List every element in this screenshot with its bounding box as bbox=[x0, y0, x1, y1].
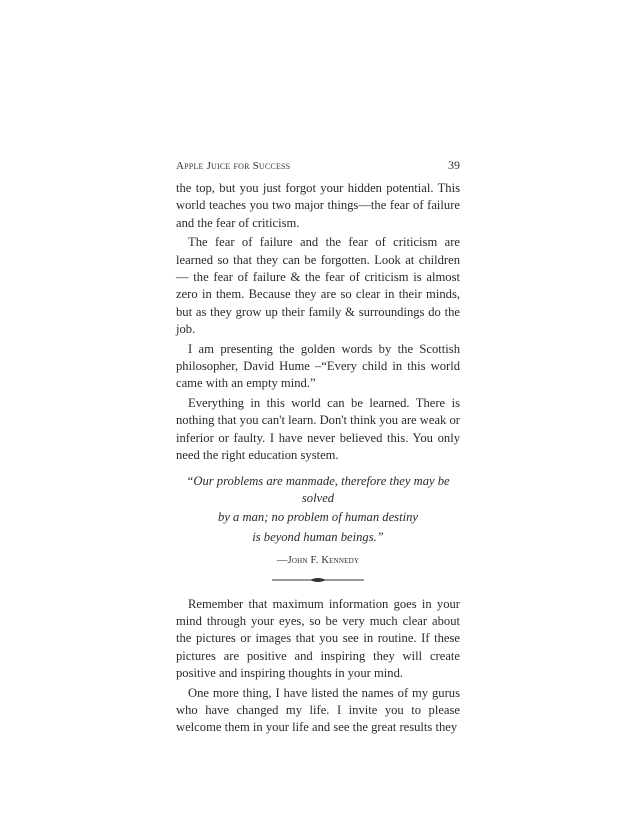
quote-line: is beyond human beings.” bbox=[252, 529, 384, 544]
quote-block bbox=[176, 473, 460, 584]
paragraph: Everything in this world can be learned. There is nothing that you can't learn. Don't think you are weak or inferior or faulty. I have never believed this. You only need the right education system. bbox=[176, 395, 460, 463]
quote-author: —John F. Kennedy bbox=[276, 555, 360, 567]
body-text bbox=[176, 180, 460, 739]
paragraph: The fear of failure and the fear of criticism are learned so that they can be forgotten. Look at children — the fear of failure & the fear of criticism is almost zero in them. Because they are so clear in their minds, but as they grow up their family & surroundings do the job. bbox=[176, 235, 460, 337]
running-title: Apple Juice for Success bbox=[176, 160, 291, 172]
page-header bbox=[176, 158, 460, 173]
quote-line: “Our problems are manmade, therefore they may be solved bbox=[186, 473, 450, 505]
page-number: 39 bbox=[448, 158, 460, 172]
paragraph: Remember that maximum information goes in your mind through your eyes, so be very much clear about the pictures or images that you see in routine. If these pictures are positive and inspiring they will create positive and inspiring thoughts in your mind. bbox=[176, 596, 460, 681]
paragraph: the top, but you just forgot your hidden potential. This world teaches you two major things—the fear of failure and the fear of criticism. bbox=[176, 181, 460, 230]
ornament-icon bbox=[270, 576, 366, 584]
quote-line: by a man; no problem of human destiny bbox=[218, 510, 418, 525]
paragraph: I am presenting the golden words by the Scottish philosopher, David Hume –“Every child in this world came with an empty mind.” bbox=[176, 341, 460, 391]
divider-ornament bbox=[176, 576, 460, 584]
paragraph: One more thing, I have listed the names of my gurus who have changed my life. I invite you to please welcome them in your life and see the great results they bbox=[176, 685, 460, 735]
